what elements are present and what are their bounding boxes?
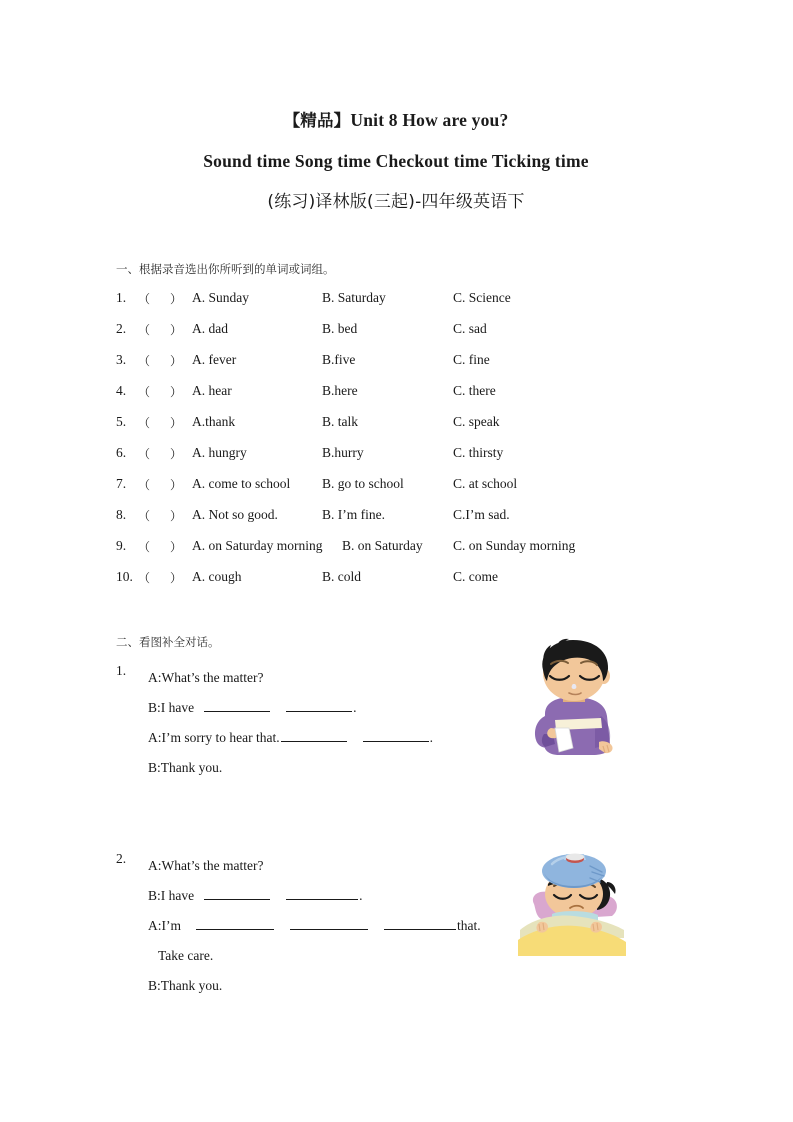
mc-number: 6. bbox=[116, 445, 127, 460]
mc-answer-box[interactable]: （ ） bbox=[138, 540, 183, 554]
dialogue-line-text: B:I have bbox=[148, 888, 195, 903]
document-title-block bbox=[96, 100, 696, 223]
mc-question-5 bbox=[116, 414, 716, 445]
mc-option-c[interactable]: C.I’m sad. bbox=[453, 507, 510, 522]
mc-question-8 bbox=[116, 507, 716, 538]
mc-answer-box[interactable]: （ ） bbox=[138, 416, 183, 430]
illustration-boy-with-cold bbox=[515, 636, 633, 760]
mc-option-b[interactable]: B.here bbox=[322, 383, 358, 398]
title-unit-text: Unit 8 How are you? bbox=[350, 110, 509, 130]
title-line-2: Sound time Song time Checkout time Ticking time bbox=[203, 151, 589, 171]
dialogue-line-a1: A:What’s the matter? bbox=[148, 858, 264, 873]
mc-option-a[interactable]: A. fever bbox=[192, 352, 237, 367]
answer-blank[interactable] bbox=[204, 886, 270, 900]
answer-blank[interactable] bbox=[286, 886, 358, 900]
mc-number: 4. bbox=[116, 383, 127, 398]
mc-number: 9. bbox=[116, 538, 127, 553]
mc-option-c[interactable]: C. Science bbox=[453, 290, 511, 305]
mc-number: 8. bbox=[116, 507, 127, 522]
mc-answer-box[interactable]: （ ） bbox=[138, 509, 183, 523]
mc-option-a[interactable]: A.thank bbox=[192, 414, 236, 429]
answer-blank[interactable] bbox=[196, 916, 274, 930]
mc-option-a[interactable]: A. dad bbox=[192, 321, 228, 336]
mc-number: 1. bbox=[116, 290, 127, 305]
mc-question-3 bbox=[116, 352, 716, 383]
dialogue-line-b2: B:Thank you. bbox=[148, 760, 223, 775]
mc-option-c[interactable]: C. on Sunday morning bbox=[453, 538, 576, 553]
title-quality-tag: 【精品】 bbox=[283, 111, 351, 130]
mc-option-b[interactable]: B. I’m fine. bbox=[322, 507, 385, 522]
mc-option-c[interactable]: C. fine bbox=[453, 352, 490, 367]
mc-option-c[interactable]: C. come bbox=[453, 569, 498, 584]
mc-option-c[interactable]: C. there bbox=[453, 383, 496, 398]
mc-option-c[interactable]: C. at school bbox=[453, 476, 518, 491]
mc-answer-box[interactable]: （ ） bbox=[138, 571, 183, 585]
multiple-choice-list bbox=[116, 290, 716, 600]
dialogue-line-punct: . bbox=[359, 888, 363, 903]
dialogue-line-text: A:I’m sorry to hear that. bbox=[148, 730, 280, 745]
mc-option-c[interactable]: C. speak bbox=[453, 414, 500, 429]
answer-blank[interactable] bbox=[384, 916, 456, 930]
mc-option-b[interactable]: B.five bbox=[322, 352, 356, 367]
mc-number: 3. bbox=[116, 352, 127, 367]
mc-question-10 bbox=[116, 569, 716, 600]
mc-option-b[interactable]: B. cold bbox=[322, 569, 361, 584]
mc-option-a[interactable]: A. come to school bbox=[192, 476, 291, 491]
mc-answer-box[interactable]: （ ） bbox=[138, 354, 183, 368]
mc-option-b[interactable]: B. talk bbox=[322, 414, 358, 429]
mc-answer-box[interactable]: （ ） bbox=[138, 292, 183, 306]
mc-option-b[interactable]: B. go to school bbox=[322, 476, 404, 491]
mc-option-a[interactable]: A. on Saturday morning bbox=[192, 538, 323, 553]
answer-blank[interactable] bbox=[204, 698, 270, 712]
dialogue-number: 1. bbox=[116, 663, 127, 678]
mc-answer-box[interactable]: （ ） bbox=[138, 385, 183, 399]
mc-answer-box[interactable]: （ ） bbox=[138, 478, 183, 492]
mc-number: 10. bbox=[116, 569, 133, 584]
mc-question-7 bbox=[116, 476, 716, 507]
mc-option-b[interactable]: B. Saturday bbox=[322, 290, 386, 305]
answer-blank[interactable] bbox=[363, 728, 429, 742]
mc-option-c[interactable]: C. thirsty bbox=[453, 445, 504, 460]
dialogue-line-text: B:I have bbox=[148, 700, 195, 715]
mc-option-a[interactable]: A. hear bbox=[192, 383, 232, 398]
boy-with-cold-icon bbox=[515, 636, 633, 760]
mc-option-a[interactable]: A. Not so good. bbox=[192, 507, 278, 522]
child-in-bed-icon bbox=[512, 852, 636, 958]
mc-question-4 bbox=[116, 383, 716, 414]
answer-blank[interactable] bbox=[290, 916, 368, 930]
mc-question-9 bbox=[116, 538, 716, 569]
mc-option-a[interactable]: A. hungry bbox=[192, 445, 247, 460]
mc-option-a[interactable]: A. cough bbox=[192, 569, 242, 584]
illustration-child-with-fever bbox=[512, 852, 636, 958]
dialogue-line-punct: . bbox=[353, 700, 357, 715]
dialogue-line-punct: . bbox=[429, 730, 433, 745]
mc-option-c[interactable]: C. sad bbox=[453, 321, 487, 336]
mc-question-6 bbox=[116, 445, 716, 476]
dialogue-line-takecare: Take care. bbox=[158, 948, 214, 963]
dialogue-number: 2. bbox=[116, 851, 127, 866]
mc-option-b[interactable]: B. on Saturday bbox=[342, 538, 423, 553]
dialogue-line-b2: B:Thank you. bbox=[148, 978, 223, 993]
mc-answer-box[interactable]: （ ） bbox=[138, 323, 183, 337]
mc-question-1 bbox=[116, 290, 716, 321]
answer-blank[interactable] bbox=[281, 728, 347, 742]
mc-number: 2. bbox=[116, 321, 127, 336]
dialogue-line-a1: A:What’s the matter? bbox=[148, 670, 264, 685]
mc-question-2 bbox=[116, 321, 716, 352]
section-1-heading: 一、根据录音选出你所听到的单词或词组。 bbox=[116, 262, 335, 276]
mc-number: 5. bbox=[116, 414, 127, 429]
dialogue-line-text: A:I’m bbox=[148, 918, 181, 933]
mc-option-b[interactable]: B.hurry bbox=[322, 445, 364, 460]
title-line-3: (练习)译林版(三起)-四年级英语下 bbox=[267, 192, 525, 212]
dialogue-line-tail: that. bbox=[457, 918, 481, 933]
answer-blank[interactable] bbox=[286, 698, 352, 712]
mc-option-a[interactable]: A. Sunday bbox=[192, 290, 249, 305]
mc-answer-box[interactable]: （ ） bbox=[138, 447, 183, 461]
section-2-heading: 二、看图补全对话。 bbox=[116, 635, 220, 649]
title-line-1 bbox=[96, 100, 696, 141]
mc-number: 7. bbox=[116, 476, 127, 491]
mc-option-b[interactable]: B. bed bbox=[322, 321, 358, 336]
